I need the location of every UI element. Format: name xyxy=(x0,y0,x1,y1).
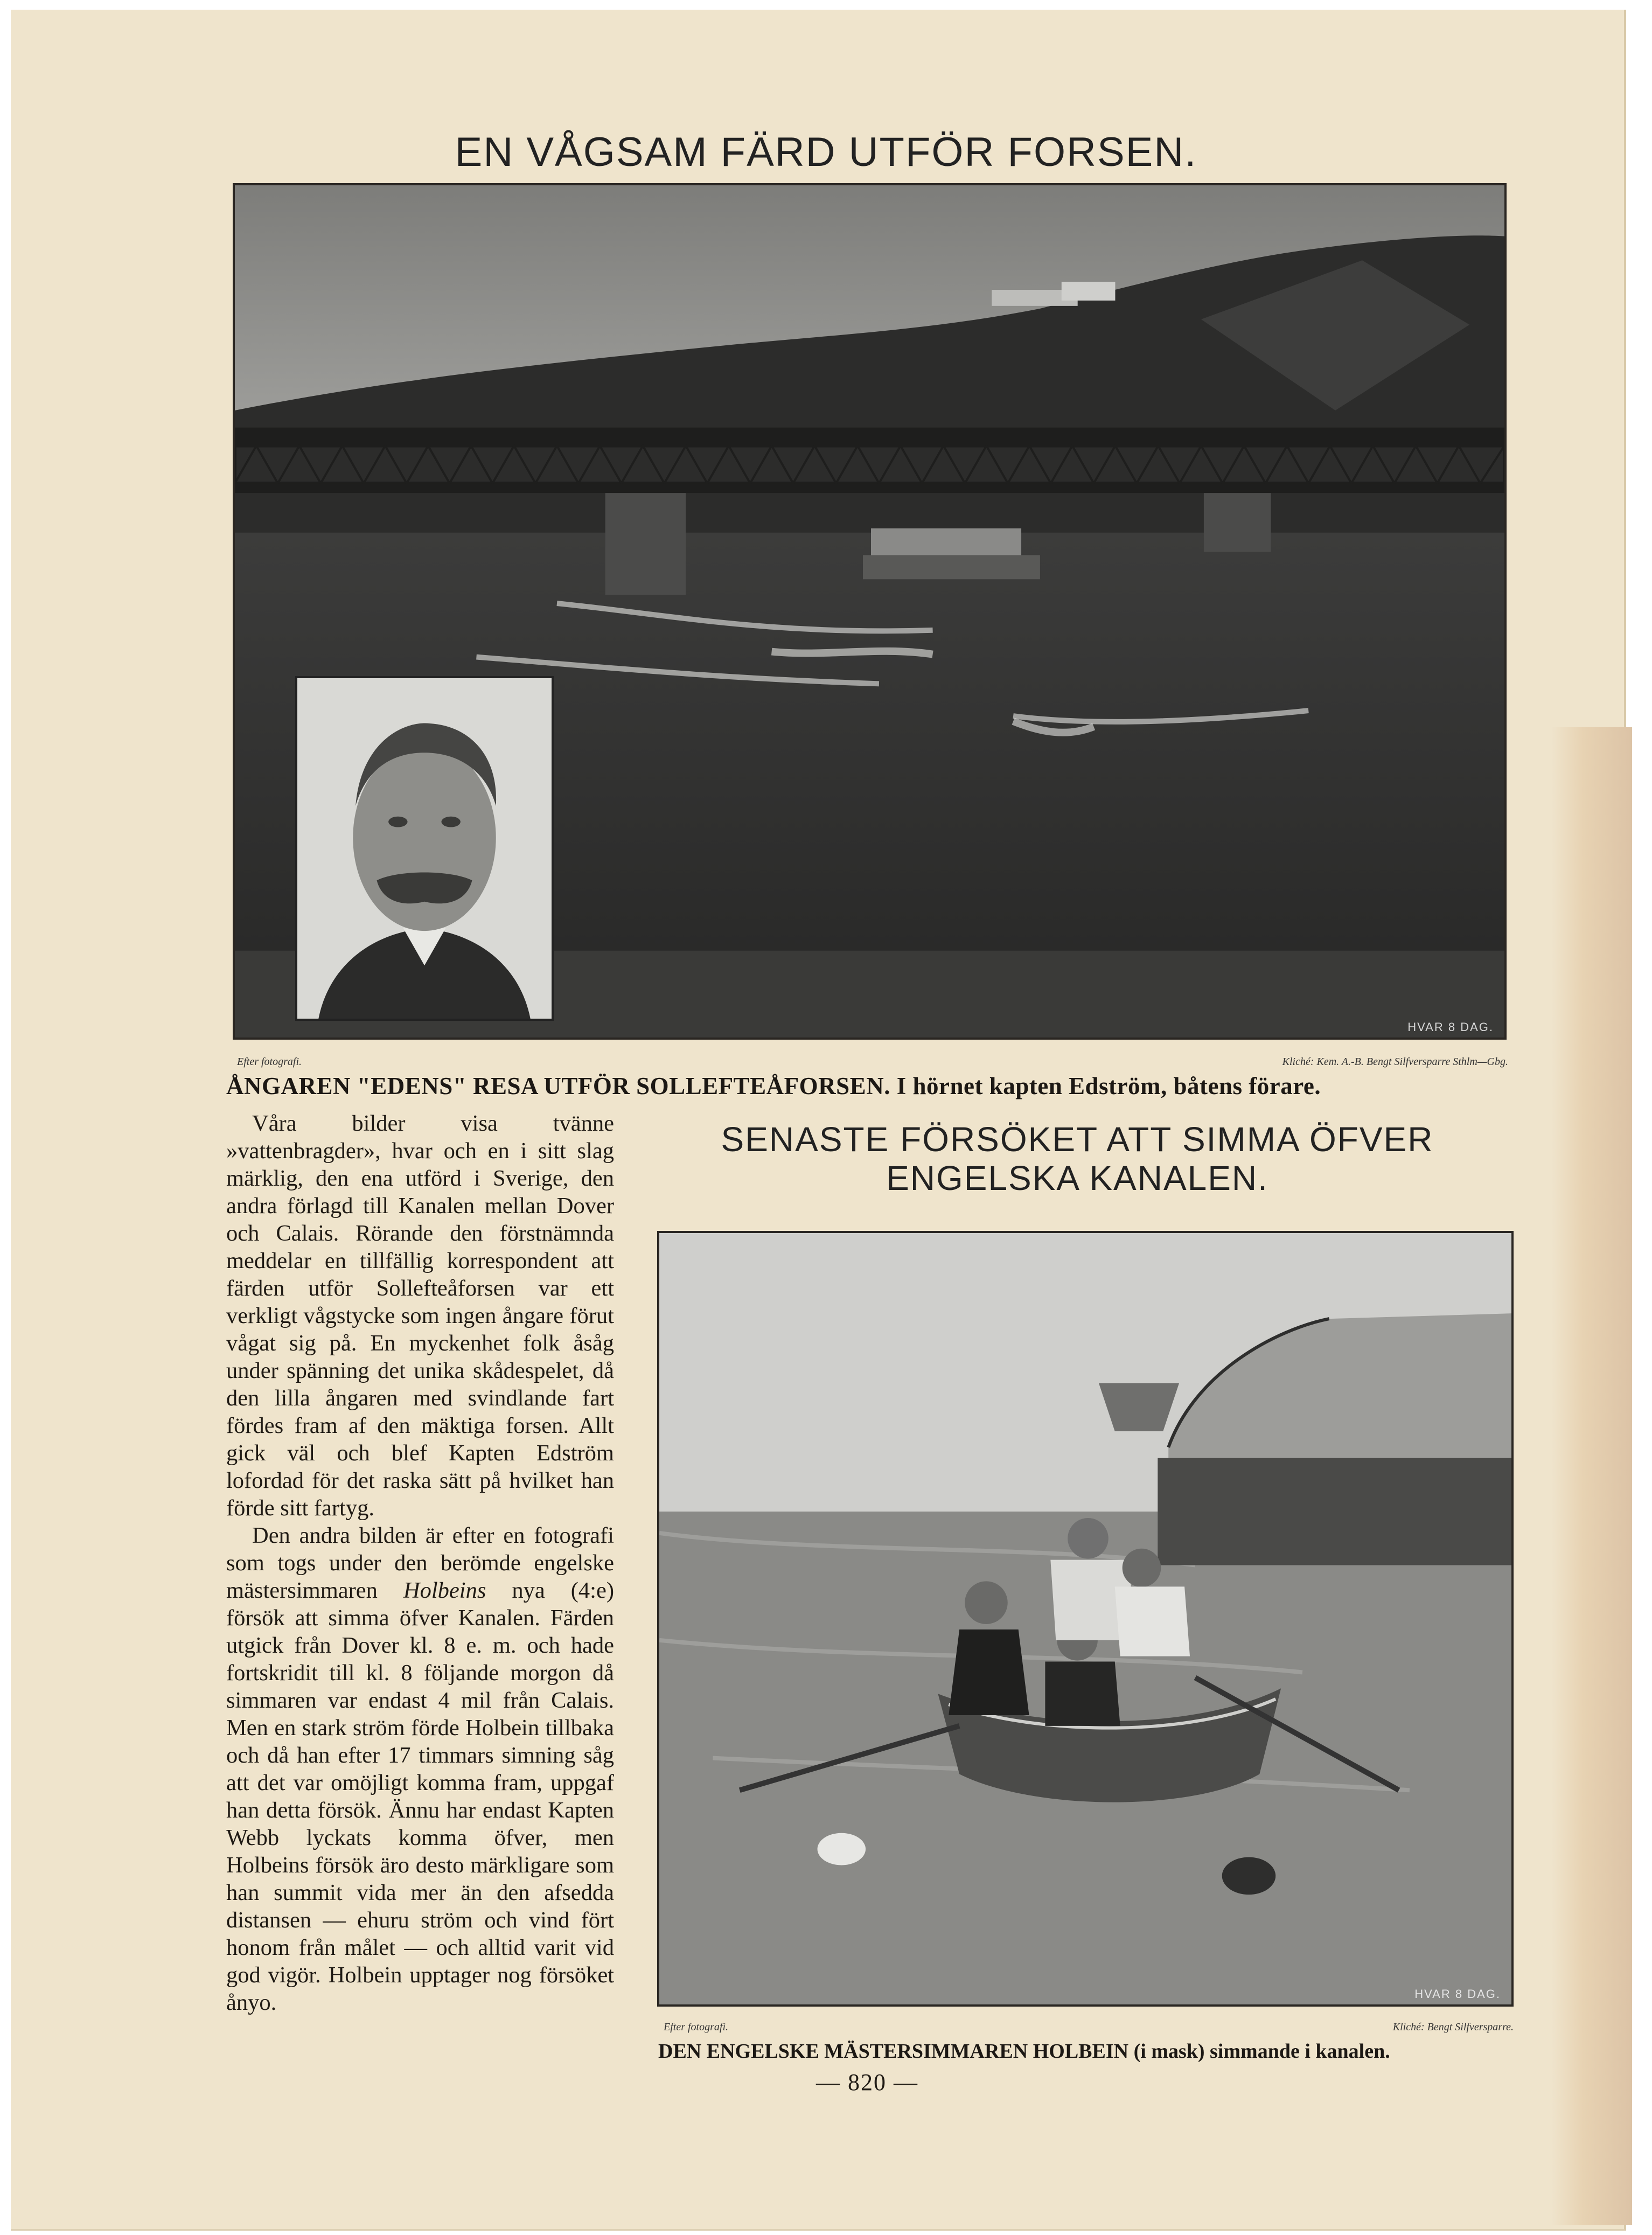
swimmer-photo-image xyxy=(659,1233,1511,2004)
paragraph-2-start: Den andra bilden är efter en fotografi som togs under den berömde engelske mästersimmaren xyxy=(226,1523,614,1603)
rapids-photo-credit: Efter fotografi. xyxy=(237,1056,302,1068)
rapids-caption: ÅNGAREN "EDENS" RESA UTFÖR SOLLEFTEÅFORSEN. I hörnet kapten Edström, båtens förare. xyxy=(226,1073,1321,1099)
sub-headline-line-2: ENGELSKA KANALEN. xyxy=(886,1158,1268,1197)
paper-edge-discoloration xyxy=(1551,727,1632,2225)
holbein-name: Holbeins xyxy=(403,1578,486,1603)
main-headline: EN VÅGSAM FÄRD UTFÖR FORSEN. xyxy=(455,129,1197,175)
article-text xyxy=(226,1110,614,2016)
captain-portrait-image xyxy=(297,678,552,1019)
swimmer-photo xyxy=(657,1231,1514,2007)
article-paragraph-2 xyxy=(226,1522,614,2016)
swimmer-cliche-credit: Kliché: Bengt Silfversparre. xyxy=(1392,2021,1514,2033)
paragraph-2-rest: nya (4:e) försök att simma öfver Kanalen. Färden utgick från Dover kl. 8 e. m. och hade fortskridit till kl. 8 följande morgon då simmaren var endast 4 mil från Calais. Men en stark ström förde Holbein tillbaka och då han efter 17 timmars simning såg att det var omöjligt komma fram, uppgaf han detta försök. Ännu har endast Kapten Webb lyckats komma öfver, men Holbeins försök äro desto märkligare som han summit vida mer än den afsedda distansen — ehuru ström och vind fört honom från målet — och alltid varit vid god vigör. Holbein upptager nog försöket ånyo. xyxy=(226,1578,614,2015)
rapids-watermark: HVAR 8 DAG. xyxy=(1407,1020,1494,1034)
article-paragraph-1: Våra bilder visa tvänne »vattenbragder», hvar och en i sitt slag märklig, den ena utförd i Sverige, den andra förlagd till Kanalen mellan Dover och Calais. Rörande den förstnämnda meddelar en tillfällig korrespondent att färden utför Sollefteåforsen var ett verkligt vågstycke som ingen ångare förut vågat sig på. En myckenhet folk åsåg under spänning det unika skådespelet, då den lilla ångaren med svindlande fart fördes fram af den mäktiga forsen. Allt gick väl och blef Kapten Edström lofordad för det raska sätt på hvilket han förde sitt fartyg. xyxy=(226,1111,614,1521)
swimmer-caption: DEN ENGELSKE MÄSTERSIMMAREN HOLBEIN (i mask) simmande i kanalen. xyxy=(658,2040,1390,2063)
page-number: — 820 — xyxy=(816,2069,918,2095)
swimmer-photo-credit: Efter fotografi. xyxy=(664,2021,728,2033)
sub-headline xyxy=(641,1120,1514,1197)
sub-headline-line-1: SENASTE FÖRSÖKET ATT SIMMA ÖFVER xyxy=(721,1120,1434,1159)
rapids-cliche-credit: Kliché: Kem. A.-B. Bengt Silfversparre Sthlm—Gbg. xyxy=(1282,1056,1508,1068)
captain-portrait xyxy=(295,676,554,1021)
swimmer-watermark: HVAR 8 DAG. xyxy=(1414,1987,1501,2001)
